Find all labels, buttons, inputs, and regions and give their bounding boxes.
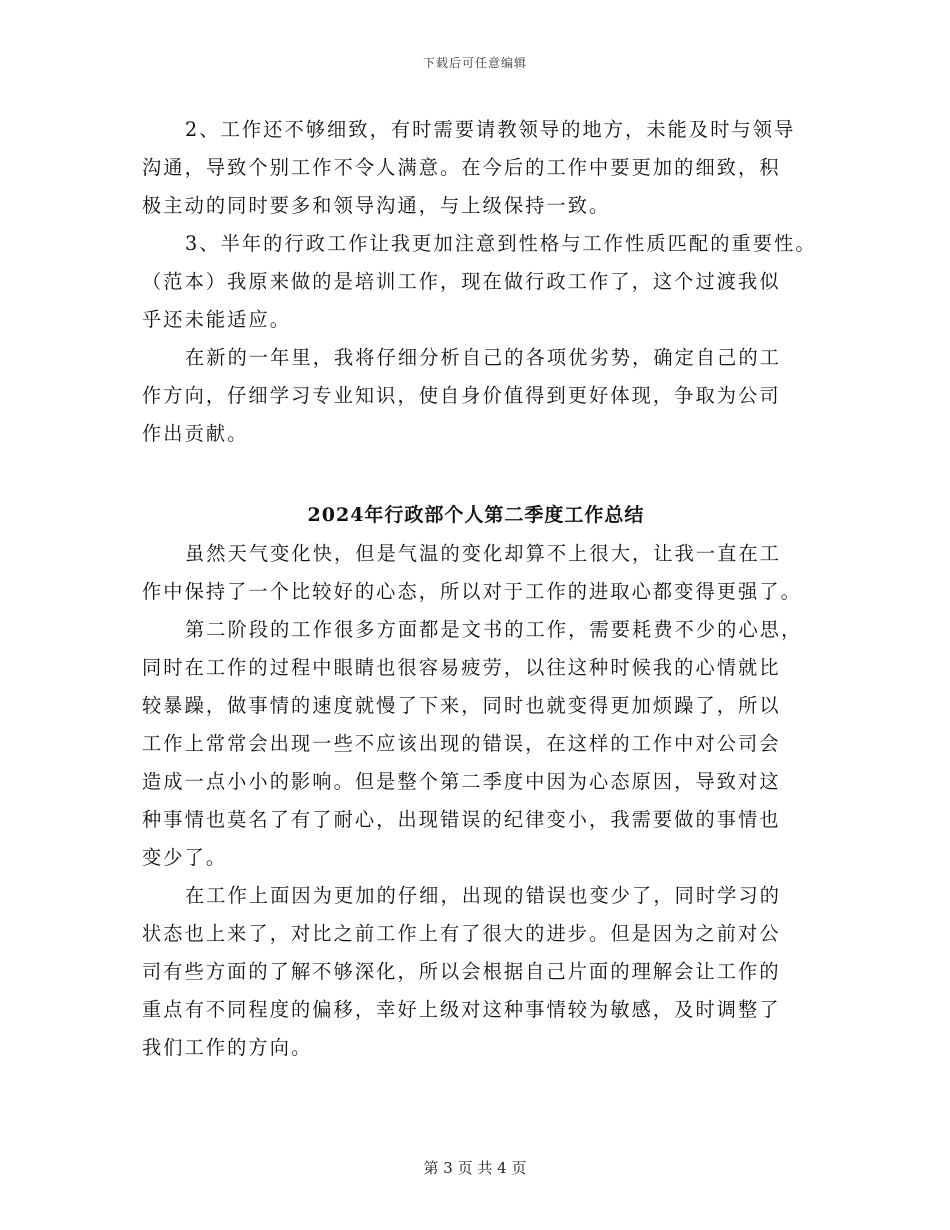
paragraph-line: 3、半年的行政工作让我更加注意到性格与工作性质匹配的重要性。 — [185, 232, 817, 255]
paragraph-line: 状态也上来了，对比之前工作上有了很大的进步。但是因为之前对公 — [142, 922, 781, 945]
page-footer: 第 3 页 共 4 页 — [423, 1159, 527, 1177]
paragraph-line: 乎还未能适应。 — [142, 308, 292, 331]
paragraph-line: 极主动的同时要多和领导沟通，与上级保持一致。 — [142, 194, 611, 217]
paragraph-line: 虽然天气变化快，但是气温的变化却算不上很大，让我一直在工 — [185, 542, 782, 565]
paragraph-line: 同时在工作的过程中眼睛也很容易疲劳，以往这种时候我的心情就比 — [142, 656, 781, 679]
paragraph-line: 较暴躁，做事情的速度就慢了下来，同时也就变得更加烦躁了，所以 — [142, 694, 781, 717]
section-title: 2024年行政部个人第二季度工作总结 — [307, 504, 645, 526]
paragraph-line: 作出贡献。 — [142, 422, 249, 445]
section-2 — [142, 535, 812, 1067]
paragraph-line: 司有些方面的了解不够深化，所以会根据自己片面的理解会让工作的 — [142, 960, 781, 983]
paragraph-line: （范本）我原来做的是培训工作，现在做行政工作了，这个过渡我似 — [142, 270, 781, 293]
paragraph-line: 在新的一年里，我将仔细分析自己的各项优劣势，确定自己的工 — [185, 346, 782, 369]
paragraph-line: 2、工作还不够细致，有时需要请教领导的地方，未能及时与领导 — [185, 118, 796, 141]
document-body — [142, 111, 817, 1067]
paragraph-line: 重点有不同程度的偏移，幸好上级对这种事情较为敏感，及时调整了 — [142, 998, 781, 1021]
paragraph-line: 我们工作的方向。 — [142, 1036, 313, 1059]
paragraph-line: 沟通，导致个别工作不令人满意。在今后的工作中要更加的细致，积 — [142, 156, 781, 179]
paragraph-line: 第二阶段的工作很多方面都是文书的工作，需要耗费不少的心思， — [185, 618, 803, 641]
paragraph-line: 造成一点小小的影响。但是整个第二季度中因为心态原因，导致对这 — [142, 770, 781, 793]
section-spacer — [142, 477, 812, 495]
paragraph-line: 工作上常常会出现一些不应该出现的错误，在这样的工作中对公司会 — [142, 732, 781, 755]
paragraph-line: 种事情也莫名了有了耐心，出现错误的纪律变小，我需要做的事情也 — [142, 808, 781, 831]
section-spacer — [142, 453, 812, 477]
paragraph-line: 变少了。 — [142, 846, 228, 869]
page-header: 下载后可任意编辑 — [422, 56, 527, 70]
paragraph-line: 在工作上面因为更加的仔细，出现的错误也变少了，同时学习的 — [185, 884, 782, 907]
paragraph-line: 作方向，仔细学习专业知识，使自身价值得到更好体现，争取为公司 — [142, 384, 781, 407]
section-1 — [142, 111, 817, 453]
paragraph-line: 作中保持了一个比较好的心态，所以对于工作的进取心都变得更强了。 — [142, 580, 802, 603]
